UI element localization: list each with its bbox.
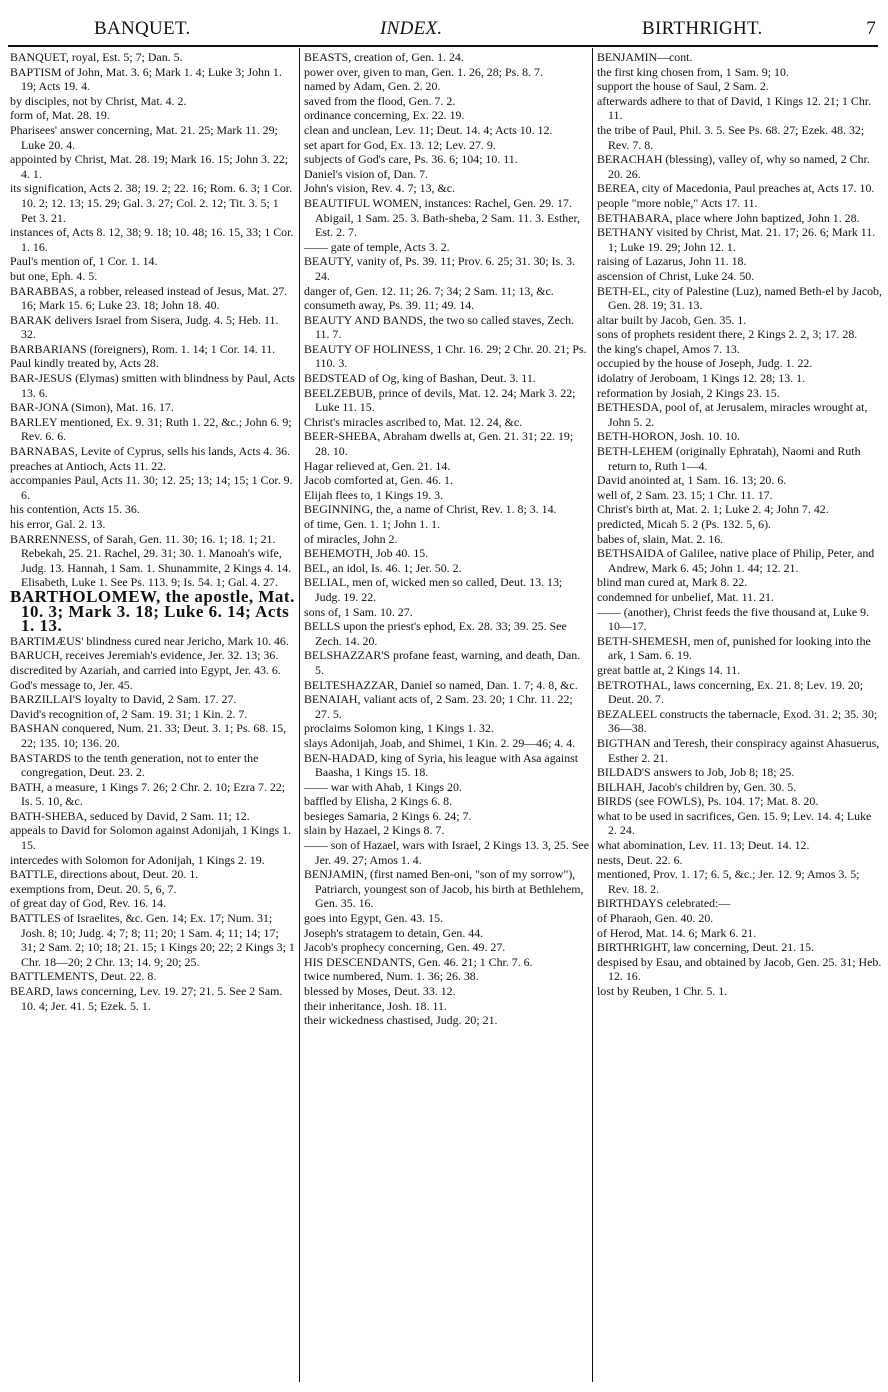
index-entry: BARRENNESS, of Sarah, Gen. 11. 30; 16. 1; 18. 1; 21. Rebekah, 25. 21. Rachel, 29. 31; 30. 1. Manoah's wife, Judg. 13. Hannah, 1 Sam. 1. Shunammite, 2 Kings 4. 14. Elisabeth, Luke 1. See Ps. 113. 9; Is. 54. 1; Gal. 4. 27. (10, 531, 292, 590)
index-entry: predicted, Micah 5. 2 (Ps. 132. 5, 6). (597, 517, 772, 531)
index-entry: well of, 2 Sam. 23. 15; 1 Chr. 11. 17. (597, 487, 773, 502)
index-entry: intercedes with Solomon for Adonijah, 1 Kings 2. 19. (10, 852, 265, 867)
index-entry: BARTIMÆUS' blindness cured near Jericho, Mark 10. 46. (10, 633, 289, 648)
index-entry: BEASTS, creation of, Gen. 1. 24. (304, 50, 464, 64)
index-entry: David anointed at, 1 Sam. 16. 13; 20. 6. (597, 473, 787, 488)
index-column-1 (10, 50, 295, 1386)
index-entry: blessed by Moses, Deut. 33. 12. (304, 984, 456, 998)
index-entry: of time, Gen. 1. 1; John 1. 1. (304, 517, 441, 531)
index-entry: God's message to, Jer. 45. (10, 677, 133, 692)
index-entry: named by Adam, Gen. 2. 20. (304, 79, 441, 94)
index-entry: BEZALEEL constructs the tabernacle, Exod. 31. 2; 35. 30; 36—38. (597, 706, 878, 736)
index-entry: BAR-JONA (Simon), Mat. 16. 17. (10, 400, 174, 415)
index-entry: besieges Samaria, 2 Kings 6. 24; 7. (304, 808, 472, 823)
index-entry: BETHSAIDA of Galilee, native place of Philip, Peter, and Andrew, Mark 6. 45; John 1. 44; 12. 21. (597, 546, 875, 575)
index-entry: of Pharaoh, Gen. 40. 20. (597, 911, 714, 926)
index-entry: BEELZEBUB, prince of devils, Mat. 12. 24; Mark 3. 22; Luke 11. 15. (304, 385, 576, 415)
header-title: INDEX. (380, 18, 443, 39)
index-entry: afterwards adhere to that of David, 1 Kings 12. 21; 1 Chr. 11. (597, 93, 872, 123)
index-entry: BEDSTEAD of Og, king of Bashan, Deut. 3. 11. (304, 371, 536, 386)
index-entry: HIS DESCENDANTS, Gen. 46. 21; 1 Chr. 7. 6. (304, 954, 533, 969)
index-entry: BEAUTIFUL WOMEN, instances: Rachel, Gen. 29. 17. Abigail, 1 Sam. 25. 3. Bath-sheba, 2 Sam. 11. 3. Esther, Est. 2. 7. (304, 195, 580, 240)
index-entry: BETROTHAL, laws concerning, Ex. 21. 8; Lev. 19. 20; Deut. 20. 7. (597, 677, 864, 707)
index-entry: BATH-SHEBA, seduced by David, 2 Sam. 11; 12. (10, 808, 250, 823)
index-entry: BETH-EL, city of Palestine (Luz), named Beth-el by Jacob, Gen. 28. 19; 31. 13. (597, 283, 882, 313)
index-entry: BARBARIANS (foreigners), Rom. 1. 14; 1 Cor. 14. 11. (10, 341, 276, 356)
index-entry: their wickedness chastised, Judg. 20; 21. (304, 1013, 498, 1028)
index-entry: BEER-SHEBA, Abraham dwells at, Gen. 21. 31; 22. 19; 28. 10. (304, 429, 574, 459)
index-entry: John's vision, Rev. 4. 7; 13, &c. (304, 181, 455, 196)
index-entry: lost by Reuben, 1 Chr. 5. 1. (597, 984, 728, 998)
index-entry: sons of, 1 Sam. 10. 27. (304, 604, 413, 619)
index-entry: BEAUTY OF HOLINESS, 1 Chr. 16. 29; 2 Chr. 20. 21; Ps. 110. 3. (304, 341, 587, 371)
index-entry: slain by Hazael, 2 Kings 8. 7. (304, 823, 445, 838)
index-column-2 (304, 50, 589, 1386)
index-entry: BELTESHAZZAR, Daniel so named, Dan. 1. 7; 4. 8, &c. (304, 677, 578, 692)
index-entry: subjects of God's care, Ps. 36. 6; 104; 10. 11. (304, 152, 518, 167)
index-entry: Christ's miracles ascribed to, Mat. 12. 24, &c. (304, 414, 523, 429)
running-header (10, 14, 878, 48)
index-entry: clean and unclean, Lev. 11; Deut. 14. 4; Acts 10. 12. (304, 122, 553, 137)
index-entry: —— son of Hazael, wars with Israel, 2 Kings 13. 3, 25. See Jer. 49. 27; Amos 1. 4. (304, 838, 589, 867)
index-entry: BARNABAS, Levite of Cyprus, sells his lands, Acts 4. 36. (10, 444, 291, 459)
index-entry: BETHANY visited by Christ, Mat. 21. 17; 26. 6; Mark 11. 1; Luke 19. 29; John 12. 1. (597, 225, 876, 254)
index-entry: occupied by the house of Joseph, Judg. 1. 22. (597, 356, 813, 371)
index-entry: BATTLES of Israelites, &c. Gen. 14; Ex. 17; Num. 31; Josh. 8; 10; Judg. 4; 7; 8; 11; 20; 1 Sam. 4; 11; 14; 17; 31; 2 Sam. 2; 10; 18; 21. 15; 1 Kings 20; 22; 2 Kings 3; 1 Chr. 18—20; 2 Chr. 13; 14. 9; 20; 25. (10, 911, 295, 969)
index-entry: BEGINNING, the, a name of Christ, Rev. 1. 8; 3. 14. (304, 502, 557, 517)
index-entry: BETH-LEHEM (originally Ephratah), Naomi and Ruth return to, Ruth 1—4. (597, 444, 861, 473)
index-entry: sons of prophets resident there, 2 Kings 2. 2, 3; 17. 28. (597, 327, 858, 342)
index-entry: BELLS upon the priest's ephod, Ex. 28. 33; 39. 25. See Zech. 14. 20. (304, 619, 567, 648)
index-entry: BERACHAH (blessing), valley of, why so named, 2 Chr. 20. 26. (597, 152, 870, 181)
index-entry: BILHAH, Jacob's children by, Gen. 30. 5. (597, 779, 797, 794)
header-right-keyword: BIRTHRIGHT. (642, 18, 763, 39)
index-entry: its signification, Acts 2. 38; 19. 2; 22. 16; Rom. 6. 3; 1 Cor. 10. 2; 12. 13; 15. 29; Gal. 3. 27; Col. 2. 12; Tit. 3. 5; 1 Pet 3. 21. (10, 181, 293, 225)
index-entry: great battle at, 2 Kings 14. 11. (597, 662, 741, 677)
index-entry: —— (another), Christ feeds the five thousand at, Luke 9. 10—17. (597, 604, 870, 634)
index-entry: mentioned, Prov. 1. 17; 6. 5, &c.; Jer. 12. 9; Amos 3. 5; Rev. 18. 2. (597, 867, 860, 896)
index-entry: set apart for God, Ex. 13. 12; Lev. 27. 9. (304, 137, 496, 152)
index-entry: BARLEY mentioned, Ex. 9. 31; Ruth 1. 22, &c.; John 6. 9; Rev. 6. 6. (10, 414, 292, 444)
index-entry: BARUCH, receives Jeremiah's evidence, Jer. 32. 13; 36. (10, 648, 279, 663)
index-entry: Pharisees' answer concerning, Mat. 21. 25; Mark 11. 29; Luke 20. 4. (10, 122, 278, 152)
index-entry: Hagar relieved at, Gen. 21. 14. (304, 458, 451, 473)
index-entry: Jacob comforted at, Gen. 46. 1. (304, 473, 453, 488)
index-entry: baffled by Elisha, 2 Kings 6. 8. (304, 794, 453, 809)
index-entry: instances of, Acts 8. 12, 38; 9. 18; 10. 48; 16. 15, 33; 1 Cor. 1. 16. (10, 225, 294, 254)
index-entry: nests, Deut. 22. 6. (597, 852, 683, 867)
index-entry: support the house of Saul, 2 Sam. 2. (597, 79, 769, 94)
index-entry: the tribe of Paul, Phil. 3. 5. See Ps. 68. 27; Ezek. 48. 32; Rev. 7. 8. (597, 122, 865, 152)
index-entry: of miracles, John 2. (304, 531, 398, 546)
index-entry: David's recognition of, 2 Sam. 19. 31; 1 Kin. 2. 7. (10, 706, 248, 721)
index-entry: BARTHOLOMEW, the apostle, Mat. 10. 3; Mark 3. 18; Luke 6. 14; Acts 1. 13. (10, 586, 295, 636)
index-entry: form of, Mat. 28. 19. (10, 108, 110, 123)
index-entry: BIRDS (see FOWLS), Ps. 104. 17; Mat. 8. 20. (597, 794, 819, 809)
index-entry: BIRTHDAYS celebrated:— (597, 896, 731, 911)
index-entry: BATTLE, directions about, Deut. 20. 1. (10, 867, 199, 882)
index-entry: Elijah flees to, 1 Kings 19. 3. (304, 487, 444, 502)
index-entry: what abomination, Lev. 11. 13; Deut. 14. 12. (597, 838, 810, 853)
index-entry: BANQUET, royal, Est. 5; 7; Dan. 5. (10, 50, 183, 64)
index-entry: danger of, Gen. 12. 11; 26. 7; 34; 2 Sam. 11; 13, &c. (304, 283, 554, 298)
index-entry: BETH-HORON, Josh. 10. 10. (597, 429, 741, 444)
index-entry: BARAK delivers Israel from Sisera, Judg. 4. 5; Heb. 11. 32. (10, 312, 279, 342)
index-entry: BATTLEMENTS, Deut. 22. 8. (10, 969, 157, 984)
index-entry: of Herod, Mat. 14. 6; Mark 6. 21. (597, 925, 757, 940)
index-entry: his contention, Acts 15. 36. (10, 502, 140, 517)
index-entry: BASHAN conquered, Num. 21. 33; Deut. 3. 1; Ps. 68. 15, 22; 135. 10; 136. 20. (10, 721, 287, 750)
index-entry: Paul's mention of, 1 Cor. 1. 14. (10, 254, 158, 269)
index-entry: their inheritance, Josh. 18. 11. (304, 998, 447, 1013)
index-entry: BASTARDS to the tenth generation, not to enter the congregation, Deut. 23. 2. (10, 750, 259, 780)
index-entry: BELSHAZZAR'S profane feast, warning, and death, Dan. 5. (304, 648, 581, 677)
index-entry: saved from the flood, Gen. 7. 2. (304, 93, 456, 108)
index-entry: of great day of God, Rev. 16. 14. (10, 896, 167, 911)
index-entry: altar built by Jacob, Gen. 35. 1. (597, 312, 747, 327)
index-entry: BAR-JESUS (Elymas) smitten with blindness by Paul, Acts 13. 6. (10, 371, 295, 400)
index-entry: what to be used in sacrifices, Gen. 15. 9; Lev. 14. 4; Luke 2. 24. (597, 808, 872, 838)
index-column-3 (597, 50, 882, 1386)
index-entry: —— war with Ahab, 1 Kings 20. (304, 779, 462, 794)
index-entry: accompanies Paul, Acts 11. 30; 12. 25; 13; 14; 15; 1 Cor. 9. 6. (10, 473, 293, 502)
index-entry: power over, given to man, Gen. 1. 26, 28; Ps. 8. 7. (304, 64, 543, 79)
index-entry: exemptions from, Deut. 20. 5, 6, 7. (10, 881, 177, 896)
index-entry: BEN-HADAD, king of Syria, his league with Asa against Baasha, 1 Kings 15. 18. (304, 750, 579, 780)
index-entry: BATH, a measure, 1 Kings 7. 26; 2 Chr. 2. 10; Ezra 7. 22; Is. 5. 10, &c. (10, 779, 286, 809)
index-entry: BENJAMIN, (first named Ben-oni, "son of my sorrow"), Patriarch, youngest son of Jacob, his birth at Bethlehem, Gen. 35. 16. (304, 867, 584, 911)
index-entry: slays Adonijah, Joab, and Shimei, 1 Kin. 2. 29—46; 4. 4. (304, 735, 576, 750)
column-divider (299, 48, 300, 1382)
index-entry: BARABBAS, a robber, released instead of Jesus, Mat. 27. 16; Mark 15. 6; Luke 23. 18; John 18. 40. (10, 283, 288, 313)
index-entry: BELIAL, men of, wicked men so called, Deut. 13. 13; Judg. 19. 22. (304, 575, 563, 604)
index-entry: Daniel's vision of, Dan. 7. (304, 166, 429, 181)
index-entry: BEHEMOTH, Job 40. 15. (304, 546, 429, 561)
index-entry: BEAUTY AND BANDS, the two so called staves, Zech. 11. 7. (304, 312, 575, 342)
index-entry: BILDAD'S answers to Job, Job 8; 18; 25. (597, 765, 795, 780)
index-entry: Paul kindly treated by, Acts 28. (10, 356, 159, 371)
index-entry: BEARD, laws concerning, Lev. 19. 27; 21. 5. See 2 Sam. 10. 4; Jer. 41. 5; Ezek. 5. 1. (10, 984, 283, 1013)
index-entry: raising of Lazarus, John 11. 18. (597, 254, 747, 269)
index-entry: twice numbered, Num. 1. 36; 26. 38. (304, 969, 479, 984)
index-entry: BETHESDA, pool of, at Jerusalem, miracles wrought at, John 5. 2. (597, 400, 868, 429)
index-entry: BIRTHRIGHT, law concerning, Deut. 21. 15. (597, 940, 815, 955)
index-entry: the first king chosen from, 1 Sam. 9; 10. (597, 64, 789, 79)
index-entry: BETH-SHEMESH, men of, punished for looking into the ark, 1 Sam. 6. 19. (597, 633, 871, 663)
index-entry: BETHABARA, place where John baptized, John 1. 28. (597, 210, 860, 225)
index-entry: BEAUTY, vanity of, Ps. 39. 11; Prov. 6. 25; 31. 30; Is. 3. 24. (304, 254, 576, 283)
index-entry: reformation by Josiah, 2 Kings 23. 15. (597, 385, 780, 400)
index-entry: Joseph's stratagem to detain, Gen. 44. (304, 925, 484, 940)
page-number: 7 (866, 18, 876, 39)
index-entry: goes into Egypt, Gen. 43. 15. (304, 911, 444, 926)
index-entry: Jacob's prophecy concerning, Gen. 49. 27. (304, 940, 506, 955)
index-entry: BENJAMIN—cont. (597, 50, 693, 64)
index-entry: idolatry of Jeroboam, 1 Kings 12. 28; 13. 1. (597, 371, 806, 386)
index-entry: ascension of Christ, Luke 24. 50. (597, 268, 755, 283)
index-entry: condemned for unbelief, Mat. 11. 21. (597, 589, 774, 604)
index-entry: BEL, an idol, Is. 46. 1; Jer. 50. 2. (304, 560, 462, 575)
index-entry: proclaims Solomon king, 1 Kings 1. 32. (304, 721, 494, 736)
index-entry: the king's chapel, Amos 7. 13. (597, 341, 740, 356)
index-entry: BENAIAH, valiant acts of, 2 Sam. 23. 20; 1 Chr. 11. 22; 27. 5. (304, 692, 573, 721)
index-entry: consumeth away, Ps. 39. 11; 49. 14. (304, 298, 475, 313)
index-entry: ordinance concerning, Ex. 22. 19. (304, 108, 465, 123)
index-entry: —— gate of temple, Acts 3. 2. (304, 239, 450, 254)
index-entry: but one, Eph. 4. 5. (10, 268, 98, 283)
index-entry: his error, Gal. 2. 13. (10, 517, 106, 531)
index-entry: BARZILLAI'S loyalty to David, 2 Sam. 17. 27. (10, 692, 237, 707)
index-entry: preaches at Antioch, Acts 11. 22. (10, 458, 167, 473)
index-entry: BAPTISM of John, Mat. 3. 6; Mark 1. 4; Luke 3; John 1. 19; Acts 19. 4. (10, 64, 282, 94)
index-entry: babes of, slain, Mat. 2. 16. (597, 531, 724, 546)
column-divider (592, 48, 593, 1382)
index-entry: appointed by Christ, Mat. 28. 19; Mark 16. 15; John 3. 22; 4. 1. (10, 152, 289, 181)
header-rule (8, 45, 878, 47)
header-left-keyword: BANQUET. (94, 18, 191, 39)
index-entry: appeals to David for Solomon against Adonijah, 1 Kings 1. 15. (10, 823, 292, 853)
index-entry: by disciples, not by Christ, Mat. 4. 2. (10, 93, 187, 108)
index-entry: BIGTHAN and Teresh, their conspiracy against Ahasuerus, Esther 2. 21. (597, 735, 880, 765)
index-entry: despised by Esau, and obtained by Jacob, Gen. 25. 31; Heb. 12. 16. (597, 954, 882, 984)
index-entry: blind man cured at, Mark 8. 22. (597, 575, 748, 590)
index-entry: BEREA, city of Macedonia, Paul preaches at, Acts 17. 10. (597, 181, 875, 196)
index-entry: discredited by Azariah, and carried into Egypt, Jer. 43. 6. (10, 662, 281, 677)
index-entry: Christ's birth at, Mat. 2. 1; Luke 2. 4; John 7. 42. (597, 502, 829, 517)
index-entry: people "more noble," Acts 17. 11. (597, 195, 758, 210)
